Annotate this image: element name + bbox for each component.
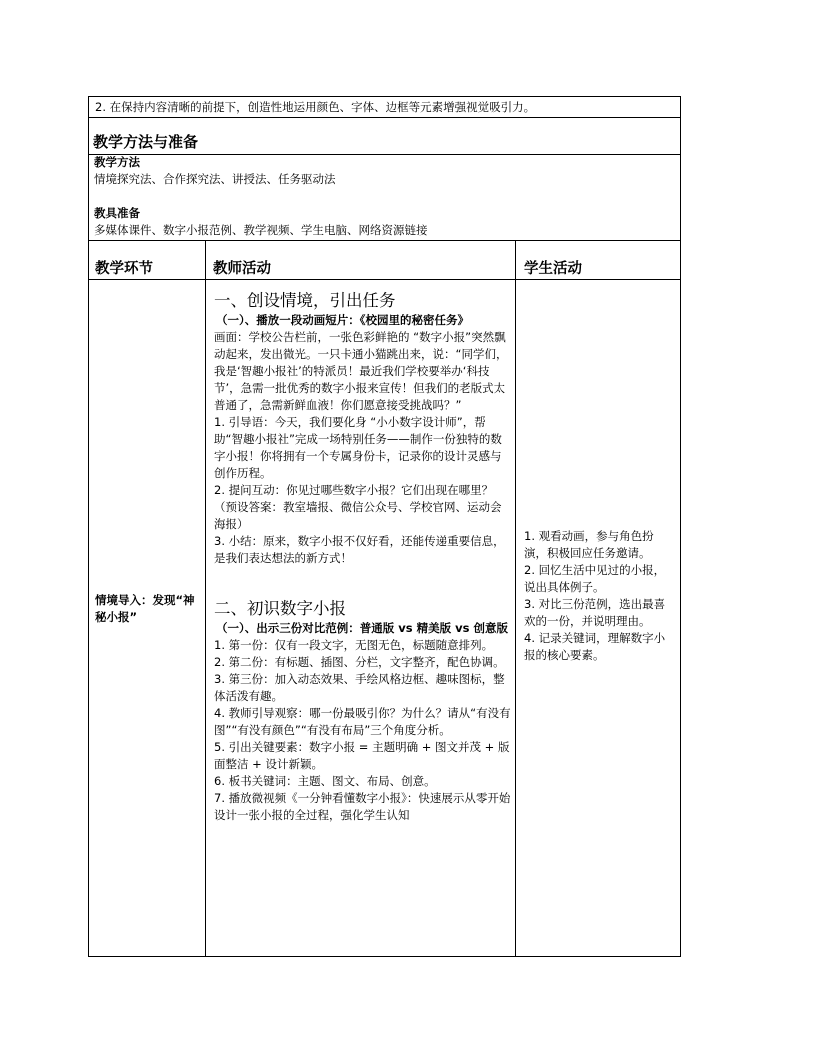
list-item: 2. 提问互动：你见过哪些数字小报？它们出现在哪里？（预设答案：教室墙报、微信公众号、学校官网、运动会海报） bbox=[214, 483, 502, 531]
part1-subtitle: （一）、播放一段动画短片：《校园里的秘密任务》 bbox=[216, 313, 469, 327]
header-stage: 教学环节 bbox=[88, 240, 206, 280]
list-item: 3. 小结：原来，数字小报不仅好看，还能传递重要信息，是我们表达想法的新方式！ bbox=[214, 534, 505, 565]
part2-subtitle: （一）、出示三份对比范例：普通版 vs 精美版 vs 创意版 bbox=[216, 621, 508, 635]
list-item: 画面：学校公告栏前，一张色彩鲜艳的 “数字小报”突然飘动起来，发出微光。一只卡通小猫跳出来，说：“同学们，我是‘智趣小报社’的特派员！最近我们学校要举办‘科技节’，急需一批优秀的数字小报来宣传！但我们的老版式太普通了，急需新鲜血液！你们愿意接受挑战吗？” bbox=[214, 330, 508, 412]
methods-row bbox=[88, 154, 681, 241]
part1-title: 一、创设情境，引出任务 bbox=[214, 291, 396, 310]
prep-label: 教具准备 bbox=[94, 206, 140, 220]
list-item: 1. 观看动画，参与角色扮演，积极回应任务邀请。 bbox=[524, 529, 654, 560]
goal-text: 2. 在保持内容清晰的前提下，创造性地运用颜色、字体、边框等元素增强视觉吸引力。 bbox=[95, 100, 536, 114]
list-item: 3. 第三份：加入动态效果、手绘风格边框、趣味图标，整体活泼有趣。 bbox=[214, 672, 505, 703]
list-item: 4. 记录关键词，理解数字小报的核心要素。 bbox=[524, 631, 666, 662]
list-item: 4. 教师引导观察：哪一份最吸引你？为什么？请从“有没有图”“有没有颜色”“有没有布局”三个角度分析。 bbox=[214, 706, 511, 737]
header-student: 学生活动 bbox=[515, 240, 681, 280]
list-item: 6. 板书关键词：主题、图文、布局、创意。 bbox=[214, 774, 436, 788]
part1-list bbox=[214, 329, 511, 567]
section-title: 教学方法与准备 bbox=[93, 133, 199, 151]
list-item: 2. 第二份：有标题、插图、分栏，文字整齐，配色协调。 bbox=[214, 655, 505, 669]
list-item: 3. 对比三份范例，选出最喜欢的一份，并说明理由。 bbox=[524, 597, 666, 628]
list-item: 2. 回忆生活中见过的小报，说出具体例子。 bbox=[524, 563, 666, 594]
list-item: 7. 播放微视频《一分钟看懂数字小报》：快速展示从零开始设计一张小报的全过程，强化学生认知 bbox=[214, 791, 511, 822]
goal-row bbox=[88, 96, 681, 118]
student-list bbox=[524, 528, 674, 664]
header-teacher: 教师活动 bbox=[205, 240, 516, 280]
prep-text: 多媒体课件、数字小报范例、教学视频、学生电脑、网络资源链接 bbox=[94, 223, 428, 237]
method-text: 情境探究法、合作探究法、讲授法、任务驱动法 bbox=[94, 172, 336, 186]
lesson-plan-page bbox=[88, 96, 681, 957]
method-label: 教学方法 bbox=[94, 155, 140, 169]
list-item: 1. 第一份：仅有一段文字，无图无色，标题随意排列。 bbox=[214, 638, 494, 652]
list-item: 5. 引出关键要素：数字小报 = 主题明确 + 图文并茂 + 版面整洁 + 设计新颖。 bbox=[214, 740, 510, 771]
student-cell bbox=[515, 279, 681, 957]
teacher-cell bbox=[205, 279, 516, 957]
methods-title-row bbox=[88, 117, 681, 155]
stage-label: 情境导入：发现“神秘小报” bbox=[95, 593, 195, 624]
part2-list bbox=[214, 637, 511, 824]
part2-title: 二、初识数字小报 bbox=[214, 599, 346, 618]
list-item: 1. 引导语：今天，我们要化身 “小小数字设计师”，帮助“智趣小报社”完成一场特别任务——制作一份独特的数字小报！你将拥有一个专属身份卡，记录你的设计灵感与创作历程。 bbox=[214, 415, 502, 480]
stage-cell bbox=[88, 279, 206, 957]
